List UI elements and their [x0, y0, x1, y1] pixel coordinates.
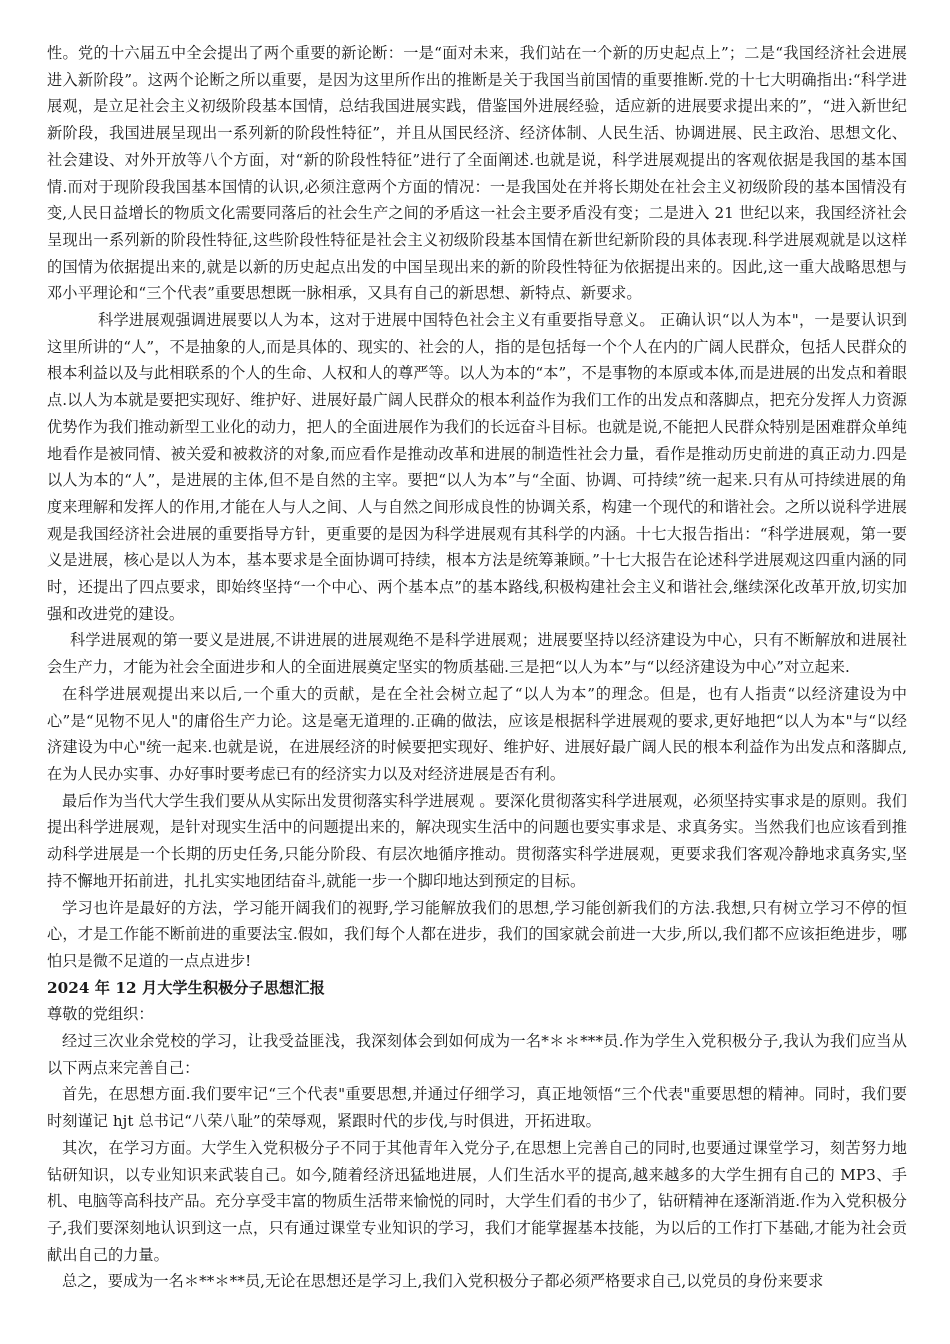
- paragraph-learning: 学习也许是最好的方法，学习能开阔我们的视野,学习能解放我们的思想,学习能创新我们的方法.我想,只有树立学习不停的恒心，才是工作能不断前进的重要法宝.假如，我们每个人都在进步，我们的国家就会前进一大步,所以,我们都不应该拒绝进步，哪怕只是微不足道的一点点进步!: [47, 898, 907, 970]
- paragraph-people-oriented: 科学进展观强调进展要以人为本，这对于进展中国特色社会主义有重要指导意义。 正确认识“以人为本"，一是要认识到这里所讲的“人”，不是抽象的人,而是具体的、现实的、社会的人，指的是包括每一个个人在内的广阔人民群众，包括人民群众的根本利益以及与此相联系的个人的生命、人权和人的尊严等。以人为本的“本”，不是事物的本原或本体,而是进展的出发点和着眼点.以人为本就是要把实现好、维护好、进展好最广阔人民群众的根本利益作为我们工作的出发点和落脚点，把充分发挥人力资源优势作为我们推动新型工业化的动力，把人的全面进展作为我们的长远奋斗目标。也就是说,不能把人民群众特别是困难群众单纯地看作是被同情、被关爱和被救济的对象,而应看作是推动改革和进展的制造性社会力量，看作是推动历史前进的真正动力.四是以人为本的“人”，是进展的主体,但不是自然的主宰。要把“以人为本”与“全面、协调、可持续”统一起来.只有从可持续进展的角度来理解和发挥人的作用,才能在人与人之间、人与自然之间形成良性的协调关系，构建一个现代的和谐社会。之所以说科学进展观是我国经济社会进展的重要指导方针，更重要的是因为科学进展观有其科学的内涵。十七大报告指出：“科学进展观，第一要义是进展，核心是以人为本，基本要求是全面协调可持续，根本方法是统筹兼顾。”十七大报告在论述科学进展观这四重内涵的同时，还提出了四点要求，即始终坚持“一个中心、两个基本点”的基本路线,积极构建社会主义和谐社会,继续深化改革开放,切实加强和改进党的建设。: [47, 311, 907, 623]
- paragraph-contribution: 在科学进展观提出来以后,一个重大的贡献，是在全社会树立起了“以人为本”的理念。但是，也有人指责“以经济建设为中心”是“见物不见人"的庸俗生产力论。这是毫无道理的.正确的做法，应该是根据科学进展观的要求,更好地把“以人为本"与“以经济建设为中心"统一起来.也就是说，在进展经济的时候要把实现好、维护好、进展好最广阔人民的根本利益作为出发点和落脚点,在为人民办实事、办好事时要考虑已有的经济实力以及对经济进展是否有利。: [47, 684, 907, 783]
- report-paragraph-thought: 首先，在思想方面.我们要牢记“三个代表"重要思想,并通过仔细学习，真正地领悟“三个代表"重要思想的精神。同时，我们要时刻谨记 hjt 总书记“八荣八耻”的荣辱观，紧跟时代的步伐,与时俱进，开拓进取。: [47, 1085, 907, 1131]
- report-heading: 2024 年 12 月大学生积极分子思想汇报: [47, 978, 325, 997]
- report-salutation: 尊敬的党组织：: [47, 1005, 154, 1024]
- paragraph-first-essence: 科学进展观的第一要义是进展,不讲进展的进展观绝不是科学进展观；进展要坚持以经济建设为中心，只有不断解放和进展社会生产力，才能为社会全面进步和人的全面进展奠定坚实的物质基础.三是把“以人为本”与“以经济建设为中心”对立起来.: [47, 631, 907, 677]
- report-paragraph-conclusion: 总之，要成为一名＊**＊**员,无论在思想还是学习上,我们入党积极分子都必须严格要求自己,以党员的身份来要求: [62, 1272, 824, 1291]
- report-paragraph-study: 其次，在学习方面。大学生入党积极分子不同于其他青年入党分子,在思想上完善自己的同时,也要通过课堂学习，刻苦努力地钻研知识，以专业知识来武装自己。如今,随着经济迅猛地进展，人们生活水平的提高,越来越多的大学生拥有自己的 MP3、手机、电脑等高科技产品。充分享受丰富的物质生活带来愉悦的同时，大学生们看的书少了，钻研精神在逐渐消逝.作为入党积极分子,我们要深刻地认识到这一点，只有通过课堂专业知识的学习，我们才能掌握基本技能，为以后的工作打下基础,才能为社会贡献出自己的力量。: [47, 1138, 907, 1264]
- report-paragraph-intro: 经过三次业余党校的学习，让我受益匪浅，我深刻体会到如何成为一名*＊＊***员.作为学生入党积极分子,我认为我们应当从以下两点来完善自己：: [47, 1032, 907, 1077]
- paragraph-national-conditions: 性。党的十六届五中全会提出了两个重要的新论断：一是“面对未来，我们站在一个新的历史起点上”；二是“我国经济社会进展进入新阶段”。这两个论断之所以重要，是因为这里所作出的推断是关于我国当前国情的重要推断.党的十七大明确指出:“科学进展观，是立足社会主义初级阶段基本国情，总结我国进展实践，借鉴国外进展经验，适应新的进展要求提出来的”，“进入新世纪新阶段，我国进展呈现出一系列新的阶段性特征”，并且从国民经济、经济体制、人民生活、协调进展、民主政治、思想文化、社会建设、对外开放等八个方面，对“新的阶段性特征”进行了全面阐述.也就是说，科学进展观提出的客观依据是我国的基本国情.而对于现阶段我国基本国情的认识,必须注意两个方面的情况：一是我国处在并将长期处在社会主义初级阶段的基本国情没有变,人民日益增长的物质文化需要同落后的社会生产之间的矛盾这一社会主要矛盾没有变；二是进入 21 世纪以来，我国经济社会呈现出一系列新的阶段性特征,这些阶段性特征是社会主义初级阶段基本国情在新世纪新阶段的具体表现.科学进展观就是以这样的国情为依据提出来的,就是以新的历史起点出发的中国呈现出来的新的阶段性特征为依据提出来的。因此,这一重大战略思想与邓小平理论和“三个代表”重要思想既一脉相承，又具有自己的新思想、新特点、新要求。: [47, 44, 907, 303]
- document-body: [47, 40, 907, 1295]
- paragraph-students-implement: 最后作为当代大学生我们要从从实际出发贯彻落实科学进展观 。要深化贯彻落实科学进展观，必须坚持实事求是的原则。我们提出科学进展观，是针对现实生活中的问题提出来的，解决现实生活中的问题也要实事求是、求真务实。当然我们也应该看到推动科学进展是一个长期的历史任务,只能分阶段、有层次地循序推动。贯彻落实科学进展观，更要求我们客观冷静地求真务实,坚持不懈地开拓前进，扎扎实实地团结奋斗,就能一步一个脚印地达到预定的目标。: [47, 791, 907, 890]
